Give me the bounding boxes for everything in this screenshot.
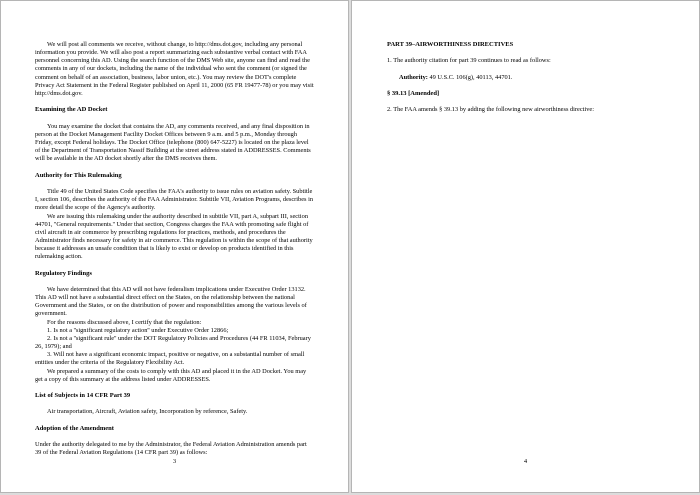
amendment-paragraph: 2. The FAA amends § 39.13 by adding the following new airworthiness directive:	[387, 106, 594, 114]
authority-citation-text: 49 U.S.C. 106(g), 40113, 44701.	[427, 73, 513, 81]
finding-item-3: 3. Will not have a significant economic impact, positive or negative, on a substantial number of small entities under the criteria of the Regulatory Flexibility Act.	[35, 351, 305, 367]
heading-adoption: Adoption of the Amendment	[35, 424, 114, 432]
heading-examining-docket: Examining the AD Docket	[35, 106, 108, 114]
heading-section-39-13: § 39.13 [Amended]	[387, 90, 440, 98]
examining-paragraph: You may examine the docket that contains the AD, any comments received, and any final disposition in person at the Docket Management Facility Docket Offices between 9 a.m. and 5 p.m., Monday through Friday, except Federal holidays. The Docket Office (telephone (800) 647-5227) is located on the plaza level of the Department of Transportation Nassif Building at the street address stated in ADDRESSES. Comments will be available in the AD docket shortly after the DMS receives them.	[35, 122, 311, 163]
certify-paragraph: For the reasons discussed above, I certify that the regulation:	[47, 318, 202, 326]
document-page-4	[351, 0, 700, 493]
heading-authority: Authority for This Rulemaking	[35, 171, 122, 179]
page-4-body	[387, 41, 671, 115]
page-number-3: 3	[172, 458, 177, 465]
heading-regulatory-findings: Regulatory Findings	[35, 269, 92, 277]
federalism-paragraph: We have determined that this AD will not have federalism implications under Executive Order 13132. This AD will not have a substantial direct effect on the States, on the relationship between the national Government and the States, or on the distribution of power and responsibilities among the various levels of government.	[35, 286, 307, 318]
authority-label: Authority:	[399, 73, 428, 81]
finding-item-1: 1. Is not a ''significant regulatory action'' under Executive Order 12866;	[47, 326, 229, 334]
document-page-3	[0, 0, 349, 493]
authority-citation-paragraph: 1. The authority citation for part 39 continues to read as follows:	[387, 57, 551, 65]
page-3-body	[35, 41, 314, 458]
costs-paragraph: We prepared a summary of the costs to comply with this AD and placed it in the AD Docket. You may get a copy of this summary at the address listed under ADDRESSES.	[35, 367, 307, 383]
finding-item-2: 2. Is not a ''significant rule'' under the DOT Regulatory Policies and Procedures (44 FR 11034, February 26, 1979); and	[35, 334, 311, 351]
comments-paragraph: We will post all comments we receive, without change, to http://dms.dot.gov, including any personal information you provide. We will also post a report summarizing each substantive verbal contact with FAA personnel concerning this AD. Using the search function of the DMS Web site, anyone can find and read the comments in any of our dockets, including the name of the individual who sent the comment (or signed the comment on behalf of an association, business, labor union, etc.). You may review the DOT's complete Privacy Act Statement in the Federal Register published on April 11, 2000 (65 FR 19477-78) or you may visit http://dms.dot.gov.	[35, 41, 314, 97]
heading-part-39: PART 39–AIRWORTHINESS DIRECTIVES	[387, 41, 514, 48]
authority-line	[387, 74, 671, 82]
page-number-4: 4	[523, 458, 528, 465]
adoption-paragraph: Under the authority delegated to me by the Administrator, the Federal Aviation Administration amends part 39 of the Federal Aviation Regulations (14 CFR part 39) as follows:	[35, 441, 307, 457]
heading-list-of-subjects: List of Subjects in 14 CFR Part 39	[35, 392, 131, 400]
subjects-paragraph: Air transportation, Aircraft, Aviation safety, Incorporation by reference, Safety.	[47, 408, 248, 416]
authority-paragraph-1: Title 49 of the United States Code specifies the FAA's authority to issue rules on aviation safety. Subtitle I, section 106, describes the authority of the FAA Administrator. Subtitle VII, Aviation Programs, describes in more detail the scope of the Agency's authority.	[35, 188, 314, 212]
authority-paragraph-2: We are issuing this rulemaking under the authority described in subtitle VII, part A, subpart III, section 44701, ''General requirements.'' Under that section, Congress charges the FAA with promoting safe flight of civil aircraft in air commerce by prescribing regulations for practices, methods, and procedures the Administrator finds necessary for safety in air commerce. This regulation is within the scope of that authority because it addresses an unsafe condition that is likely to exist or develop on products identified in this rulemaking action.	[35, 212, 313, 261]
